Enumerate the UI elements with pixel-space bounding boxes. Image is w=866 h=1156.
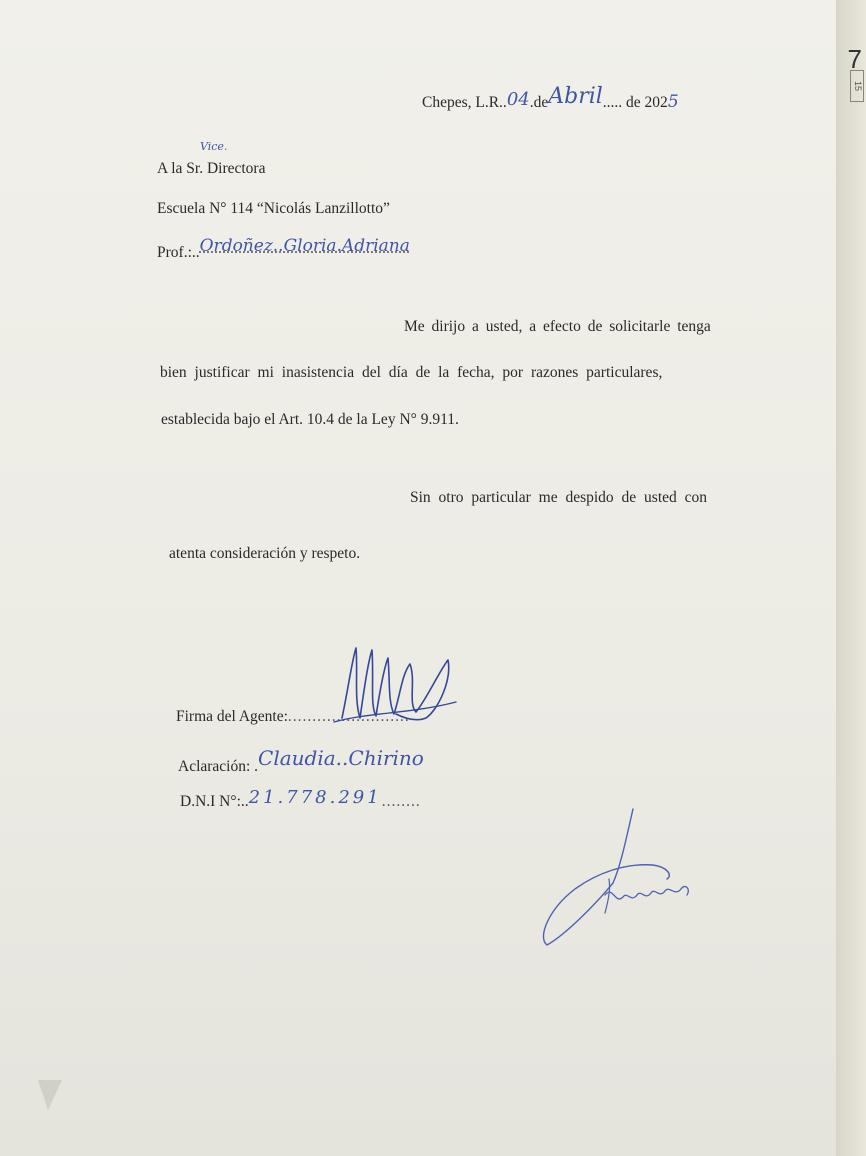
date-year-prefix: ..... de 202: [602, 94, 668, 111]
edge-mark: 7: [847, 44, 862, 74]
date-year-digit: 5: [667, 92, 679, 112]
vice-annotation: Vice.: [200, 140, 228, 153]
body-p2-line2: atenta consideración y respeto.: [169, 545, 361, 562]
date-place: Chepes, L.R..: [422, 94, 507, 111]
dni-value: 21.778.291: [248, 787, 382, 808]
aclaracion-value: Claudia..Chirino: [258, 746, 424, 770]
firma-label: Firma del Agente:: [176, 708, 288, 725]
school-name: Escuela N° 114 “Nicolás Lanzillotto”: [157, 200, 390, 217]
firma-dots: .........................: [287, 708, 410, 725]
dni-line: [180, 787, 421, 811]
prof-label: Prof.:..: [157, 244, 200, 261]
date-month: Abril: [548, 84, 603, 109]
director-signature: [535, 805, 705, 950]
addressee-title: A la Sr. Directora: [157, 160, 266, 177]
edge-page-number: 15: [850, 70, 864, 102]
date-day: 04: [506, 89, 530, 110]
dni-dots: ........: [381, 793, 421, 810]
aclaracion-label: Aclaración: .: [178, 758, 259, 775]
agent-signature: [330, 640, 470, 730]
body-p1-line3: establecida bajo el Art. 10.4 de la Ley N° 9.911.: [161, 411, 459, 428]
date-de: .de: [529, 94, 549, 111]
body-p1-line1: Me dirijo a usted, a efecto de solicitarle tenga: [404, 318, 711, 335]
page-edge: [836, 0, 866, 1156]
body-p2-line1: Sin otro particular me despido de usted con: [410, 489, 708, 506]
aclaracion-line: [178, 746, 424, 776]
date-line: [422, 84, 679, 113]
page-fold-corner: [38, 1080, 62, 1110]
dni-label: D.N.I N°:..: [180, 793, 249, 810]
prof-name: Ordoñez..Gloria.Adriana: [199, 236, 410, 256]
body-p1-line2: bien justificar mi inasistencia del día de la fecha, por razones particulares,: [160, 364, 663, 381]
prof-line: [157, 236, 410, 262]
